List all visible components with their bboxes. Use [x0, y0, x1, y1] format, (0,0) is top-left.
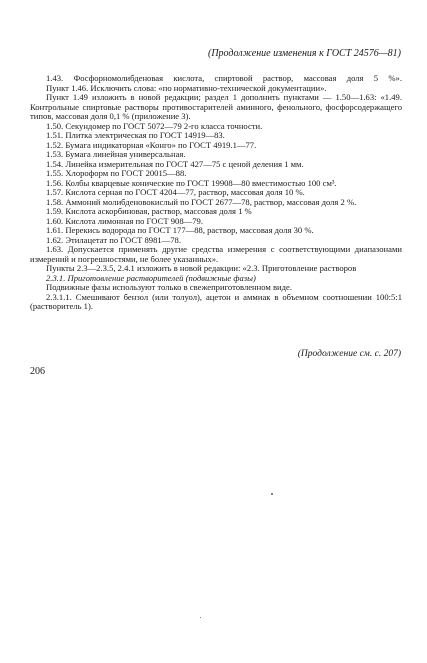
- paragraph-1-63: 1.63. Допускается применять другие средства измерения с соответствующими диапазонами измерений и погрешностями, не более указанных».: [30, 244, 402, 264]
- paragraph-1-62: 1.62. Этилацетат по ГОСТ 8981—78.: [46, 234, 181, 245]
- paragraph-2-3-1-1: 2.3.1.1. Смешивают бензол (или толуол), ацетон и аммиак в объемном соотношении 100:5:1 (растворитель 1).: [30, 291, 402, 311]
- paragraph-1-51: 1.51. Плитка электрическая по ГОСТ 14919—83.: [46, 130, 225, 140]
- paragraph-1-43: 1.43. Фосфорномолибденовая кислота, спиртовой раствор, массовая доля 5 %».: [46, 73, 402, 83]
- scan-speck: [271, 493, 273, 495]
- paragraph-1-50: 1.50. Секундомер по ГОСТ 5072—79 2-го класса точности.: [46, 120, 263, 131]
- paragraph-1-52: 1.52. Бумага индикаторная «Конго» по ГОСТ 4919.1—77.: [46, 139, 257, 150]
- scan-speck: [200, 617, 201, 618]
- paragraph-1-56: 1.56. Колбы кварцевые конические по ГОСТ 19908—80 вместимостью 100 см³.: [46, 177, 337, 188]
- paragraph-1-58: 1.58. Аммоний молибденовокислый по ГОСТ 2677—78, раствор, массовая доля 2 %.: [46, 196, 357, 207]
- paragraph-1-60: 1.60. Кислота лимонная по ГОСТ 908—79.: [46, 215, 203, 226]
- paragraph-1-49: Пункт 1.49 изложить в новой редакции; раздел 1 дополнить пунктами — 1.50—1.63: «1.49. Контрольные спиртовые растворы противостарителей аминного, фенольного, фосфорсодержащего типов, массовая доля 0,1 % (приложение 3).: [30, 92, 402, 121]
- body-text: [30, 74, 402, 312]
- running-header: (Продолжение изменения к ГОСТ 24576—81): [208, 48, 401, 59]
- paragraph-1-59: 1.59. Кислота аскорбиновая, раствор, массовая доля 1 %: [46, 206, 252, 216]
- paragraph-2-3: Пункты 2.3—2.3.5, 2.4.1 изложить в новой редакции: «2.3. Приготовление растворов: [46, 263, 357, 273]
- continuation-note: (Продолжение см. с. 207): [297, 349, 401, 359]
- page-number: 206: [30, 366, 45, 377]
- paragraph-1-46: Пункт 1.46. Исключить слова: «по нормативно-технической документации».: [46, 82, 327, 93]
- paragraph-mobile-phases: Подвижные фазы используют только в свежеприготовленном виде.: [46, 282, 292, 292]
- paragraph-1-61: 1.61. Перекись водорода по ГОСТ 177—88, раствор, массовая доля 30 %.: [46, 225, 314, 235]
- paragraph-1-54: 1.54. Линейка измерительная по ГОСТ 427—75 с ценой деления 1 мм.: [46, 158, 304, 169]
- paragraph-1-57: 1.57. Кислота серная по ГОСТ 4204—77, раствор, массовая доля 10 %.: [46, 187, 305, 197]
- paragraph-2-3-1: 2.3.1. Приготовление растворителей (подвижные фазы): [46, 272, 256, 283]
- paragraph-1-53: 1.53. Бумага линейная универсальная.: [46, 149, 186, 159]
- paragraph-1-55: 1.55. Хлороформ по ГОСТ 20015—88.: [46, 168, 187, 178]
